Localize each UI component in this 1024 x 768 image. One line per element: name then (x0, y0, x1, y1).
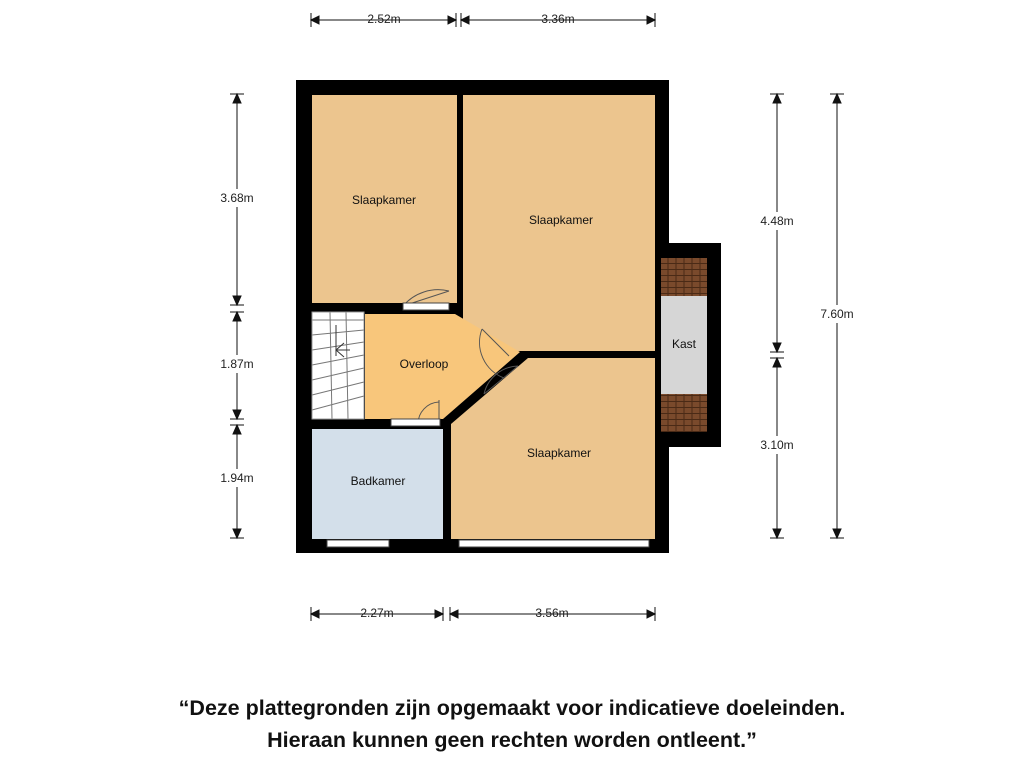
staircase (312, 312, 364, 419)
dim-label-bottom-right: 3.56m (535, 606, 569, 620)
dim-label-bottom-left: 2.27m (360, 606, 394, 620)
label-landing: Overloop (399, 357, 449, 371)
label-bedroom-top-right: Slaapkamer (528, 213, 594, 227)
dim-label-top-right: 3.36m (541, 12, 575, 26)
label-bathroom: Badkamer (350, 474, 406, 488)
dim-label-top-left: 2.52m (367, 12, 401, 26)
disclaimer-line-1: “Deze plattegronden zijn opgemaakt voor indicatieve doeleinden. (178, 696, 846, 720)
dim-label-right-total: 7.60m (820, 307, 854, 321)
dim-label-left-upper: 3.68m (220, 191, 254, 205)
dim-label-left-middle: 1.87m (220, 357, 254, 371)
closet-roof-tiles-bottom (661, 394, 707, 432)
dim-label-right-upper: 4.48m (760, 214, 794, 228)
disclaimer-line-2: Hieraan kunnen geen rechten worden ontleent.” (267, 728, 757, 752)
label-closet: Kast (671, 337, 697, 351)
closet-roof-tiles-top (661, 258, 707, 296)
label-bedroom-top-left: Slaapkamer (351, 193, 417, 207)
dim-label-right-lower: 3.10m (760, 438, 794, 452)
label-bedroom-bottom: Slaapkamer (526, 446, 592, 460)
dim-label-left-lower: 1.94m (220, 471, 254, 485)
